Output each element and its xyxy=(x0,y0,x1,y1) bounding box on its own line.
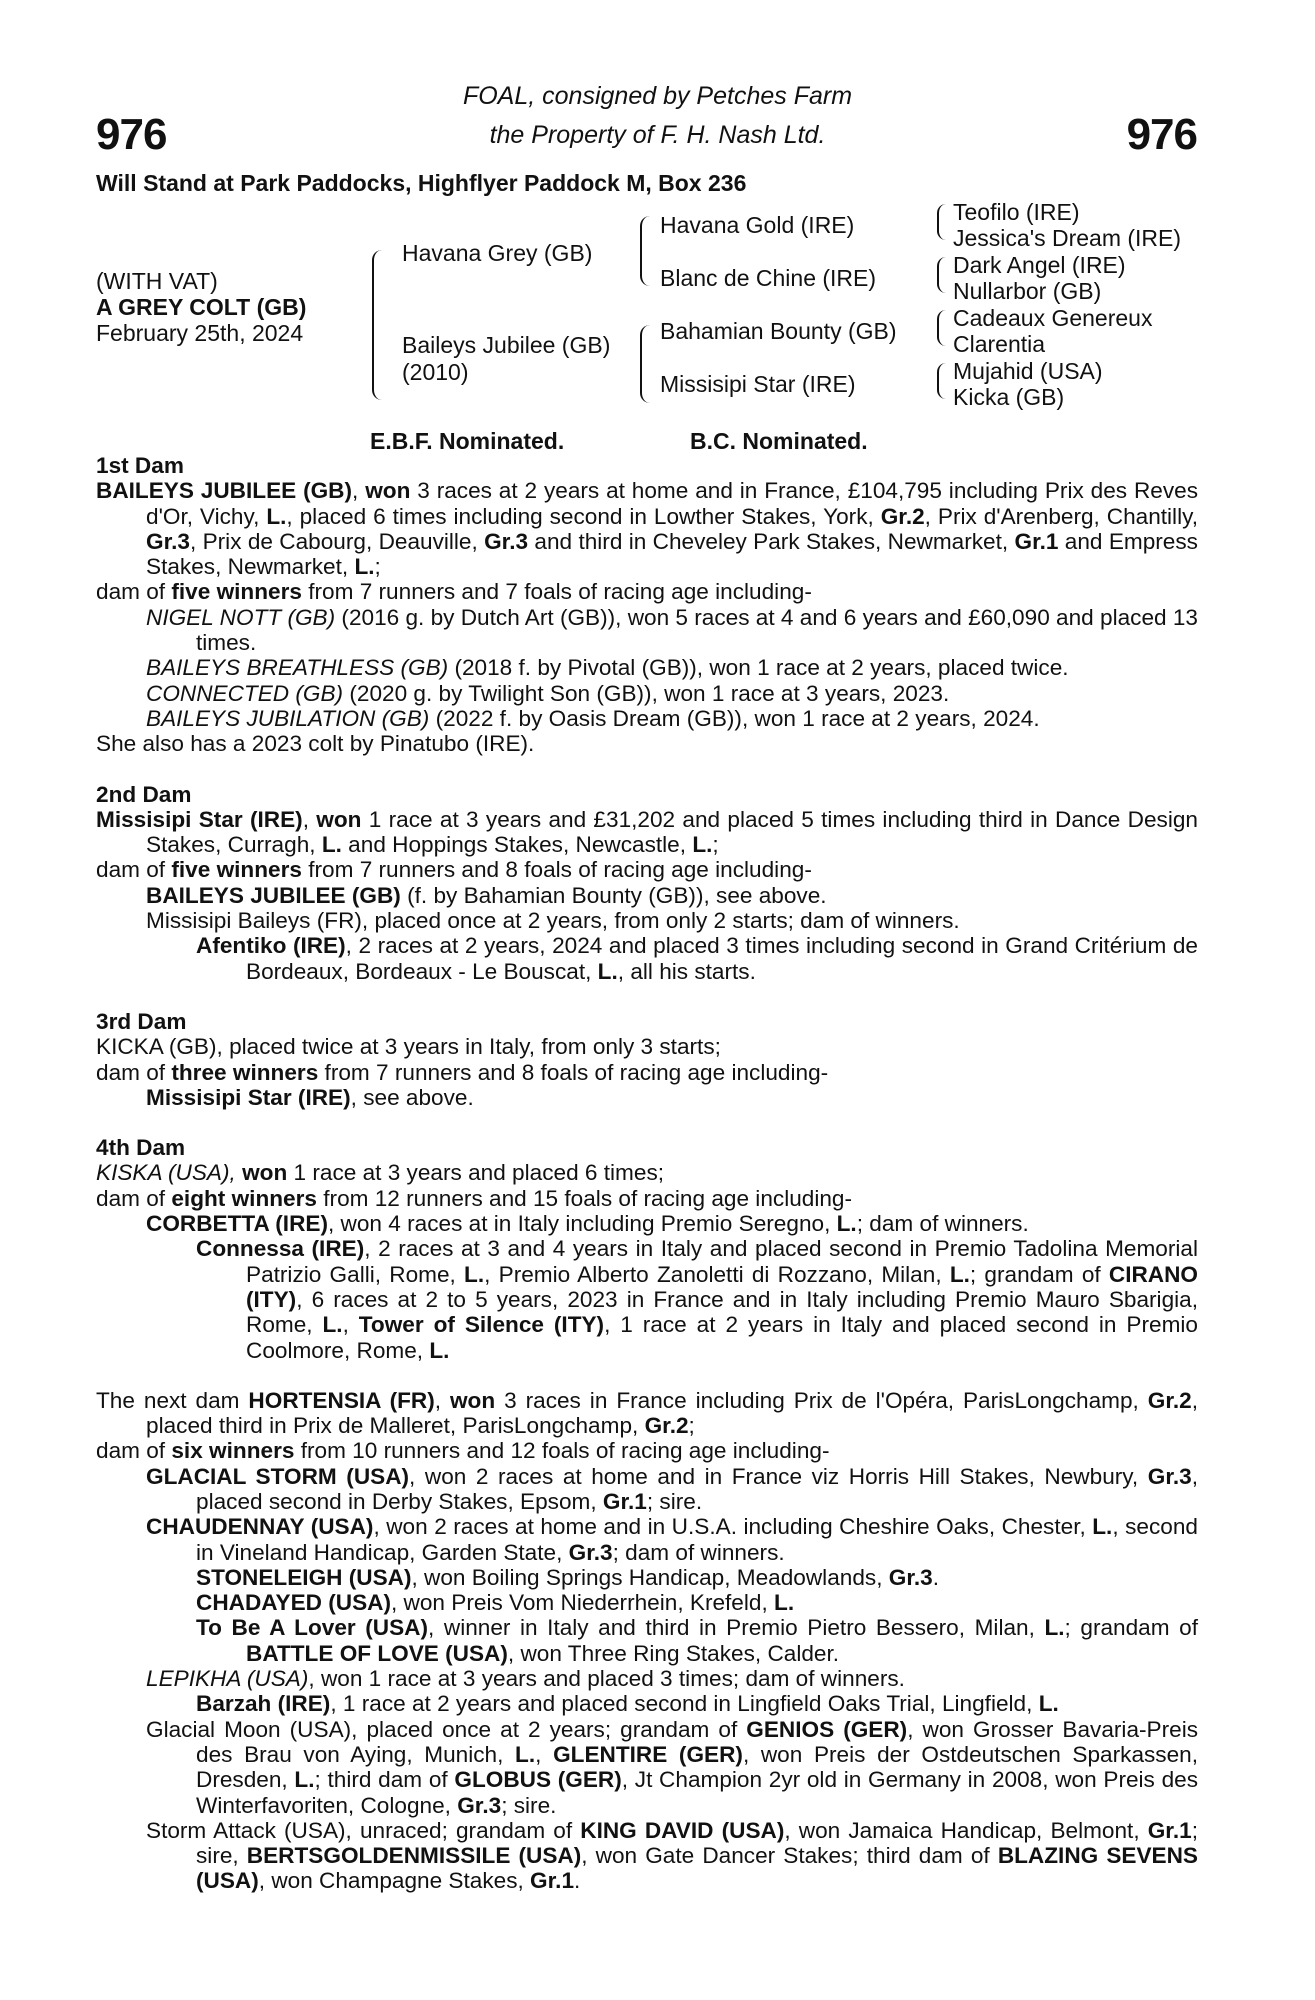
dam1-progeny-4: BAILEYS JUBILATION (GB) (2022 f. by Oasis Dream (GB)), won 1 race at 2 years, 2024. xyxy=(146,705,1040,731)
dam1-dam-of: dam of five winners from 7 runners and 7 foals of racing age including- xyxy=(96,579,812,605)
dam4-record: KISKA (USA), won 1 race at 3 years and placed 6 times; xyxy=(96,1160,665,1186)
vat-note: (WITH VAT) xyxy=(96,268,218,294)
dam2-heading: 2nd Dam xyxy=(96,781,192,807)
ped-dam-year: (2010) xyxy=(402,359,469,385)
catalogue-body xyxy=(96,453,1198,1894)
ebf-nominated: E.B.F. Nominated. xyxy=(370,428,565,454)
dam1-record: BAILEYS JUBILEE (GB), won 3 races at 2 years at home and in France, £104,795 including Prix des Reves d'Or, Vichy, L., placed 6 times including second in Lowther Stakes, York, Gr.2, Prix d'Arenberg, Chantilly, Gr.3, Prix de Cabourg, Deauville, Gr.3 and third in Cheveley Park Stakes, Newmarket, Gr.1 and Empress Stakes, Newmarket, L.; xyxy=(96,478,1198,580)
dam2-dam-of: dam of five winners from 7 runners and 8 foals of racing age including- xyxy=(96,857,812,883)
dam3-dam-of: dam of three winners from 7 runners and 8 foals of racing age including- xyxy=(96,1059,829,1085)
next-dam-progeny-3: STONELEIGH (USA), won Boiling Springs Handicap, Meadowlands, Gr.3. xyxy=(196,1564,939,1590)
next-dam-dam-of: dam of six winners from 10 runners and 12 foals of racing age including- xyxy=(96,1438,830,1464)
lot-number-right: 976 xyxy=(1126,110,1197,159)
dam3-heading: 3rd Dam xyxy=(96,1008,187,1034)
ped-sire-sire: Havana Gold (IRE) xyxy=(660,212,855,238)
subject-dob: February 25th, 2024 xyxy=(96,320,304,346)
next-dam-progeny-1: GLACIAL STORM (USA), won 2 races at home and in France viz Horris Hill Stakes, Newbury, Gr.3, placed second in Derby Stakes, Epsom, Gr.1; sire. xyxy=(146,1463,1198,1514)
ped-ddd: Kicka (GB) xyxy=(953,384,1065,410)
lot-number-left: 976 xyxy=(96,110,167,159)
ped-sss: Teofilo (IRE) xyxy=(953,199,1080,225)
next-dam-progeny-4: CHADAYED (USA), won Preis Vom Niederrhein, Krefeld, L. xyxy=(196,1590,795,1616)
dam1-progeny-1: NIGEL NOTT (GB) (2016 g. by Dutch Art (GB)), won 5 races at 4 and 6 years and £60,090 and placed 13 times. xyxy=(146,604,1198,656)
dam4-heading: 4th Dam xyxy=(96,1135,186,1161)
dam2-progeny-2: Missisipi Baileys (FR), placed once at 2 years, from only 2 starts; dam of winners. xyxy=(146,908,960,934)
next-dam-progeny-2: CHAUDENNAY (USA), won 2 races at home and in U.S.A. including Cheshire Oaks, Chester, L., second in Vineland Handicap, Garden State, Gr.3; dam of winners. xyxy=(146,1514,1198,1565)
dam1-won: won xyxy=(365,478,411,504)
subject-name: A GREY COLT (GB) xyxy=(96,294,307,320)
bc-nominated: B.C. Nominated. xyxy=(690,428,868,454)
pedigree-brace-2 xyxy=(937,257,946,293)
ped-sdd: Nullarbor (GB) xyxy=(953,278,1102,304)
pedigree-brace-dam xyxy=(640,325,650,403)
dam1-progeny-3: CONNECTED (GB) (2020 g. by Twilight Son (GB)), won 1 race at 3 years, 2023. xyxy=(146,680,950,706)
dam3-progeny-1: Missisipi Star (IRE), see above. xyxy=(146,1084,474,1110)
stand-location: Will Stand at Park Paddocks, Highflyer Paddock M, Box 236 xyxy=(96,170,747,196)
ped-dam-dam: Missisipi Star (IRE) xyxy=(660,371,856,397)
ped-sds: Dark Angel (IRE) xyxy=(953,252,1126,278)
dam1-heading: 1st Dam xyxy=(96,453,184,478)
next-dam-progeny-8: Glacial Moon (USA), placed once at 2 years; grandam of GENIOS (GER), won Grosser Bavaria-Preis des Brau von Aying, Munich, L., GLENTIRE (GER), won Preis der Ostdeutschen Sparkassen, Dresden, L.; third dam of GLOBUS (GER), Jt Champion 2yr old in Germany in 2008, won Preis des Winterfavoriten, Cologne, Gr.3; sire. xyxy=(146,1716,1199,1818)
dam1-progeny-2: BAILEYS BREATHLESS (GB) (2018 f. by Pivotal (GB)), won 1 race at 2 years, placed twice. xyxy=(146,655,1069,681)
dam2-progeny-3: Afentiko (IRE), 2 races at 2 years, 2024 and placed 3 times including second in Grand Critérium de Bordeaux, Bordeaux - Le Bouscat, L., all his starts. xyxy=(196,933,1198,984)
dam3-record: KICKA (GB), placed twice at 3 years in Italy, from only 3 starts; xyxy=(96,1034,721,1060)
dam2-progeny-1: BAILEYS JUBILEE (GB) (f. by Bahamian Bounty (GB)), see above. xyxy=(146,882,827,908)
dam4-progeny-2: Connessa (IRE), 2 races at 3 and 4 years in Italy and placed second in Premio Tadolina Memorial Patrizio Galli, Rome, L., Premio Alberto Zanoletti di Rozzano, Milan, L.; grandam of CIRANO (ITY), 6 races at 2 to 5 years, 2023 in France and in Italy including Premio Mauro Sbarigia, Rome, L., Tower of Silence (ITY), 1 race at 2 years in Italy and placed second in Premio Coolmore, Rome, L. xyxy=(196,1236,1199,1363)
pedigree-brace-3 xyxy=(937,310,946,346)
dam1-name: BAILEYS JUBILEE (GB) xyxy=(96,478,353,504)
dam4-progeny-1: CORBETTA (IRE), won 4 races at in Italy including Premio Seregno, L.; dam of winners. xyxy=(146,1211,1029,1237)
ped-sire-dam: Blanc de Chine (IRE) xyxy=(660,265,877,291)
next-dam-progeny-5: To Be A Lover (USA), winner in Italy and third in Premio Pietro Bessero, Milan, L.; grandam of BATTLE OF LOVE (USA), won Three Ring Stakes, Calder. xyxy=(196,1615,1198,1666)
ped-sire: Havana Grey (GB) xyxy=(402,240,593,266)
dam2-record: Missisipi Star (IRE), won 1 race at 3 years and £31,202 and placed 5 times including third in Dance Design Stakes, Curragh, L. and Hoppings Stakes, Newcastle, L.; xyxy=(96,806,1198,858)
dam4-dam-of: dam of eight winners from 12 runners and 15 foals of racing age including- xyxy=(96,1185,853,1211)
ped-dds: Mujahid (USA) xyxy=(953,358,1103,384)
ped-dss: Cadeaux Genereux xyxy=(953,305,1153,331)
pedigree-brace-main xyxy=(372,250,382,400)
pedigree-brace-4 xyxy=(937,363,946,399)
pedigree-brace-1 xyxy=(937,204,946,240)
ped-dam: Baileys Jubilee (GB) xyxy=(402,332,611,358)
next-dam-progeny-6: LEPIKHA (USA), won 1 race at 3 years and placed 3 times; dam of winners. xyxy=(146,1666,905,1692)
consignment-line-2: the Property of F. H. Nash Ltd. xyxy=(489,121,826,149)
pedigree-brace-sire xyxy=(640,216,650,286)
next-dam-progeny-9: Storm Attack (USA), unraced; grandam of KING DAVID (USA), won Jamaica Handicap, Belmont, Gr.1; sire, BERTSGOLDENMISSILE (USA), won Gate Dancer Stakes; third dam of BLAZING SEVENS (USA), won Champagne Stakes, Gr.1. xyxy=(146,1817,1198,1894)
ped-dam-sire: Bahamian Bounty (GB) xyxy=(660,318,897,344)
next-dam-progeny-7: Barzah (IRE), 1 race at 2 years and placed second in Lingfield Oaks Trial, Lingfield, L. xyxy=(196,1691,1059,1717)
ped-dsd: Clarentia xyxy=(953,331,1046,357)
next-dam-record: The next dam HORTENSIA (FR), won 3 races in France including Prix de l'Opéra, ParisLongchamp, Gr.2, placed third in Prix de Malleret, ParisLongchamp, Gr.2; xyxy=(96,1387,1198,1439)
dam1-also: She also has a 2023 colt by Pinatubo (IRE). xyxy=(96,731,535,757)
consignment-line-1: FOAL, consigned by Petches Farm xyxy=(462,82,853,110)
ped-ssd: Jessica's Dream (IRE) xyxy=(953,225,1182,251)
